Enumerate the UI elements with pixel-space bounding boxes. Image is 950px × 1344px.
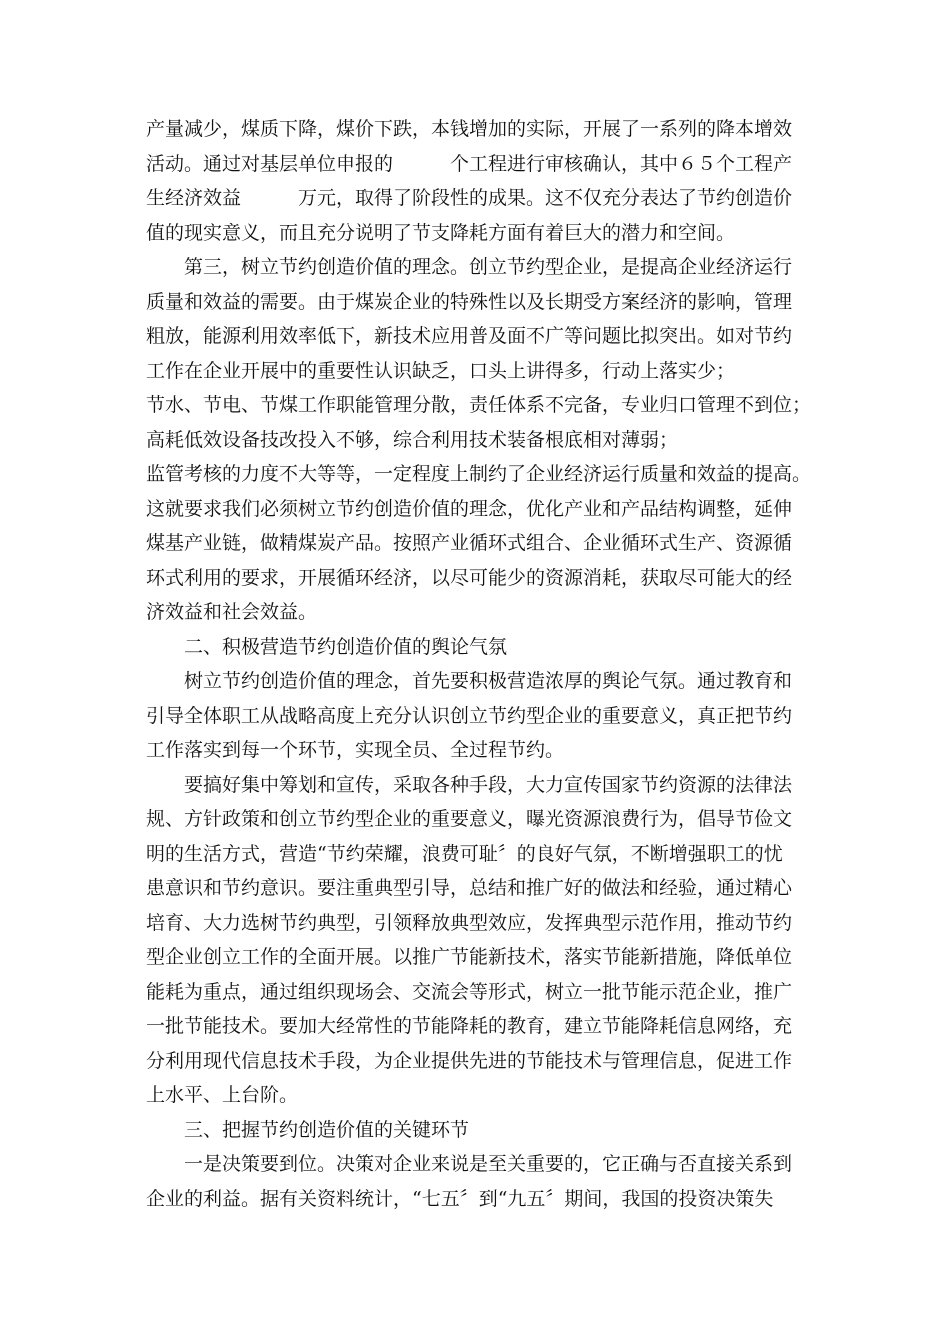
text-line: 一批节能技术。要加大经常性的节能降耗的教育，建立节能降耗信息网络，充 bbox=[146, 1015, 793, 1037]
text-line: 煤基产业链，做精煤炭产品。按照产业循环式组合、企业循环式生产、资源循 bbox=[146, 532, 793, 554]
text-line: 能耗为重点，通过组织现场会、交流会等形式，树立一批节能示范企业，推广 bbox=[146, 980, 793, 1003]
text-line: 工作落实到每一个环节，实现全员、全过程节约。 bbox=[146, 739, 565, 761]
text-line: 患意识和节约意识。要注重典型引导，总结和推广好的做法和经验，通过精心 bbox=[146, 877, 793, 899]
text-line: 树立节约创造价值的理念，首先要积极营造浓厚的舆论气氛。通过教育和 bbox=[184, 670, 793, 692]
text-line: 三、把握节约创造价值的关键环节 bbox=[184, 1118, 470, 1141]
document-body bbox=[146, 112, 826, 1216]
text-line: 要搞好集中筹划和宣传，采取各种手段，大力宣传国家节约资源的法律法 bbox=[184, 773, 793, 796]
text-line: 产量减少，煤质下降，煤价下跌，本钱增加的实际，开展了一系列的降本增效 bbox=[146, 118, 793, 140]
text-line: 环式利用的要求，开展循环经济，以尽可能少的资源消耗，获取尽可能大的经 bbox=[146, 566, 793, 589]
text-line: 值的现实意义，而且充分说明了节支降耗方面有着巨大的潜力和空间。 bbox=[146, 221, 736, 244]
text-line: 型企业创立工作的全面开展。以推广节能新技术，落实节能新措施，降低单位 bbox=[146, 946, 793, 968]
text-line: 引导全体职工从战略高度上充分认识创立节约型企业的重要意义，真正把节约 bbox=[146, 704, 793, 727]
text-line: 工作在企业开展中的重要性认识缺乏，口头上讲得多，行动上落实少； bbox=[146, 359, 736, 382]
text-line: 生经济效益 万元，取得了阶段性的成果。这不仅充分表达了节约创造价 bbox=[146, 187, 793, 209]
text-line: 上水平、上台阶。 bbox=[146, 1084, 299, 1106]
text-line: 高耗低效设备技改投入不够，综合利用技术装备根底相对薄弱； bbox=[146, 428, 679, 451]
text-line: 活动。通过对基层单位申报的 个工程进行审核确认，其中６５个工程产 bbox=[146, 152, 793, 175]
text-line: 明的生活方式，营造“节约荣耀，浪费可耻〞的良好气氛，不断增强职工的忧 bbox=[146, 842, 783, 865]
text-line: 节水、节电、节煤工作职能管理分散，责任体系不完备，专业归口管理不到位； bbox=[146, 394, 812, 416]
text-line: 规、方针政策和创立节约型企业的重要意义，曝光资源浪费行为，倡导节俭文 bbox=[146, 808, 793, 830]
text-line: 质量和效益的需要。由于煤炭企业的特殊性以及长期受方案经济的影响，管理 bbox=[146, 290, 793, 313]
text-line: 济效益和社会效益。 bbox=[146, 601, 318, 623]
text-line: 监管考核的力度不大等等，一定程度上制约了企业经济运行质量和效益的提高。 bbox=[146, 463, 812, 485]
text-line: 分利用现代信息技术手段，为企业提供先进的节能技术与管理信息，促进工作 bbox=[146, 1049, 793, 1072]
text-line: 二、积极营造节约创造价值的舆论气氛 bbox=[184, 635, 508, 658]
text-line: 培育、大力选树节约典型，引领释放典型效应，发挥典型示范作用，推动节约 bbox=[146, 911, 793, 934]
text-line: 第三，树立节约创造价值的理念。创立节约型企业，是提高企业经济运行 bbox=[184, 256, 793, 278]
text-line: 粗放，能源利用效率低下，新技术应用普及面不广等问题比拟突出。如对节约 bbox=[146, 325, 793, 347]
text-line: 这就要求我们必须树立节约创造价值的理念，优化产业和产品结构调整，延伸 bbox=[146, 497, 793, 520]
text-line: 企业的利益。据有关资料统计，“七五〞到“九五〞期间，我国的投资决策失 bbox=[146, 1187, 774, 1210]
text-line: 一是决策要到位。决策对企业来说是至关重要的，它正确与否直接关系到 bbox=[184, 1153, 793, 1175]
